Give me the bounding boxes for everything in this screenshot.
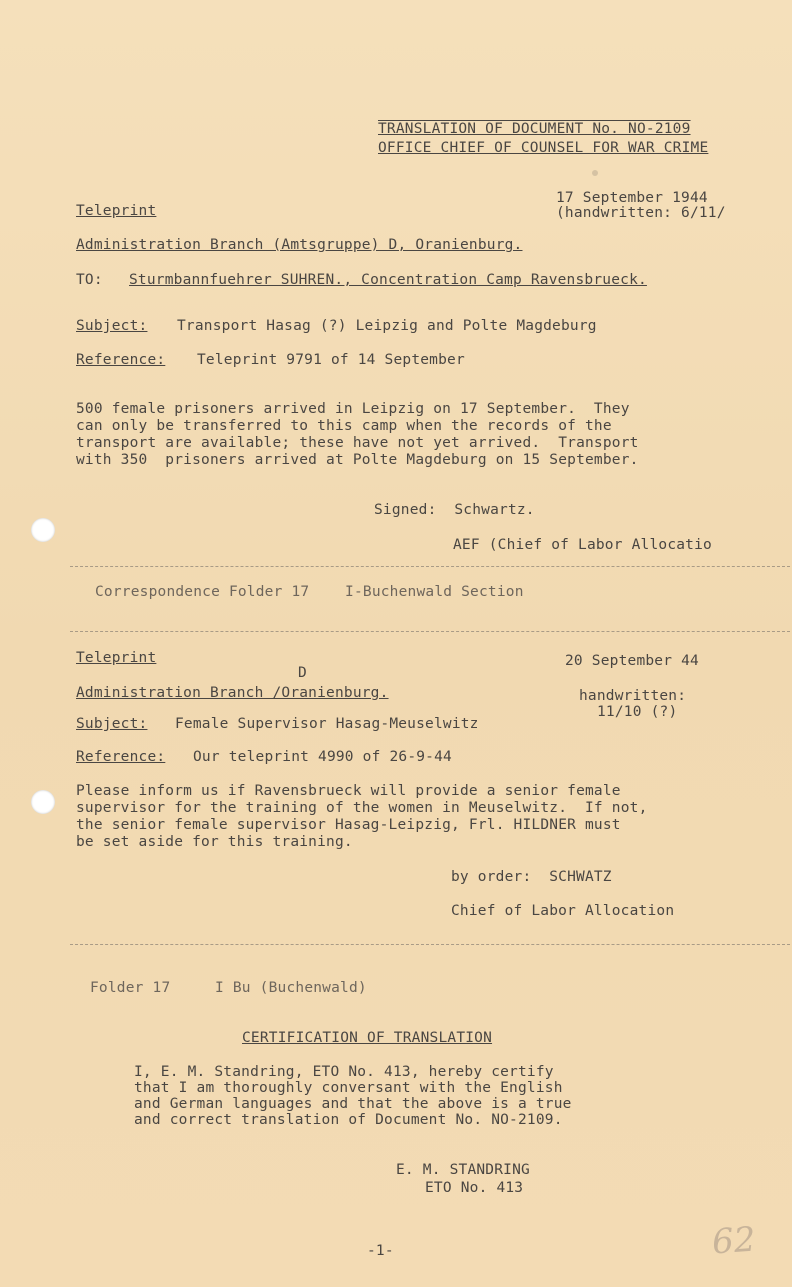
speck — [592, 170, 598, 176]
teleprint-1-body-line-2: can only be transferred to this camp when the records of the — [76, 418, 612, 434]
teleprint-1-from: Administration Branch (Amtsgruppe) D, Oranienburg. — [76, 237, 523, 253]
teleprint-1-to: Sturmbannfuehrer SUHREN., Concentration Camp Ravensbrueck. — [129, 272, 647, 288]
teleprint-2-subject: Female Supervisor Hasag-Meuselwitz — [175, 716, 479, 732]
teleprint-1-subject: Transport Hasag (?) Leipzig and Polte Magdeburg — [177, 318, 597, 334]
teleprint-2-handwritten-value: 11/10 (?) — [597, 704, 678, 720]
teleprint-2-body-line-2: supervisor for the training of the women in Meuselwitz. If not, — [76, 800, 648, 816]
teleprint-2-reference-label: Reference: — [76, 749, 166, 765]
teleprint-1-reference: Teleprint 9791 of 14 September — [197, 352, 465, 368]
teleprint-1-body-line-3: transport are available; these have not yet arrived. Transport — [76, 435, 639, 451]
certifier-number: ETO No. 413 — [425, 1180, 524, 1196]
separator-2 — [70, 631, 790, 632]
punch-hole-top — [31, 518, 55, 542]
teleprint-2-by-order: by order: SCHWATZ — [451, 869, 612, 885]
teleprint-2-date: 20 September 44 — [565, 653, 699, 669]
certification-title: CERTIFICATION OF TRANSLATION — [242, 1030, 493, 1046]
certification-body-line-4: and correct translation of Document No. NO-2109. — [134, 1112, 563, 1128]
teleprint-2-label: Teleprint — [76, 650, 157, 666]
translation-header: TRANSLATION OF DOCUMENT No. NO-2109 — [378, 121, 691, 137]
certification-body-line-2: that I am thoroughly conversant with the English — [134, 1080, 563, 1096]
separator-3 — [70, 944, 790, 945]
folder-2: Folder 17 I Bu (Buchenwald) — [90, 980, 367, 996]
teleprint-1-body-line-4: with 350 prisoners arrived at Polte Magdeburg on 15 September. — [76, 452, 639, 468]
separator-1 — [70, 566, 790, 567]
punch-hole-bottom — [31, 790, 55, 814]
folder-1: Correspondence Folder 17 I-Buchenwald Section — [95, 584, 524, 600]
teleprint-2-handwritten-label: handwritten: — [579, 688, 687, 704]
certification-body-line-3: and German languages and that the above is a true — [134, 1096, 572, 1112]
teleprint-1-signer-title: AEF (Chief of Labor Allocatio — [453, 537, 712, 553]
teleprint-1-body-line-1: 500 female prisoners arrived in Leipzig on 17 September. They — [76, 401, 630, 417]
teleprint-2-from: Administration Branch /Oranienburg. — [76, 685, 389, 701]
page-number: -1- — [367, 1243, 394, 1259]
teleprint-2-d-mark: D — [298, 665, 307, 681]
handwritten-page-number: 62 — [710, 1219, 758, 1263]
teleprint-1-label: Teleprint — [76, 203, 157, 219]
certification-body-line-1: I, E. M. Standring, ETO No. 413, hereby certify — [134, 1064, 554, 1080]
teleprint-1-signed: Signed: Schwartz. — [374, 502, 535, 518]
teleprint-1-to-label: TO: — [76, 272, 103, 288]
teleprint-2-reference: Our teleprint 4990 of 26-9-44 — [193, 749, 452, 765]
teleprint-1-subject-label: Subject: — [76, 318, 148, 334]
office-header: OFFICE CHIEF OF COUNSEL FOR WAR CRIME — [378, 140, 709, 156]
teleprint-1-reference-label: Reference: — [76, 352, 166, 368]
teleprint-2-signer-title: Chief of Labor Allocation — [451, 903, 675, 919]
teleprint-2-body-line-1: Please inform us if Ravensbrueck will provide a senior female — [76, 783, 621, 799]
teleprint-1-handwritten: (handwritten: 6/11/ — [556, 205, 726, 221]
teleprint-2-subject-label: Subject: — [76, 716, 148, 732]
teleprint-2-body-line-3: the senior female supervisor Hasag-Leipzig, Frl. HILDNER must — [76, 817, 621, 833]
teleprint-2-body-line-4: be set aside for this training. — [76, 834, 353, 850]
teleprint-1-date: 17 September 1944 — [556, 190, 708, 206]
certifier-name: E. M. STANDRING — [396, 1162, 530, 1178]
